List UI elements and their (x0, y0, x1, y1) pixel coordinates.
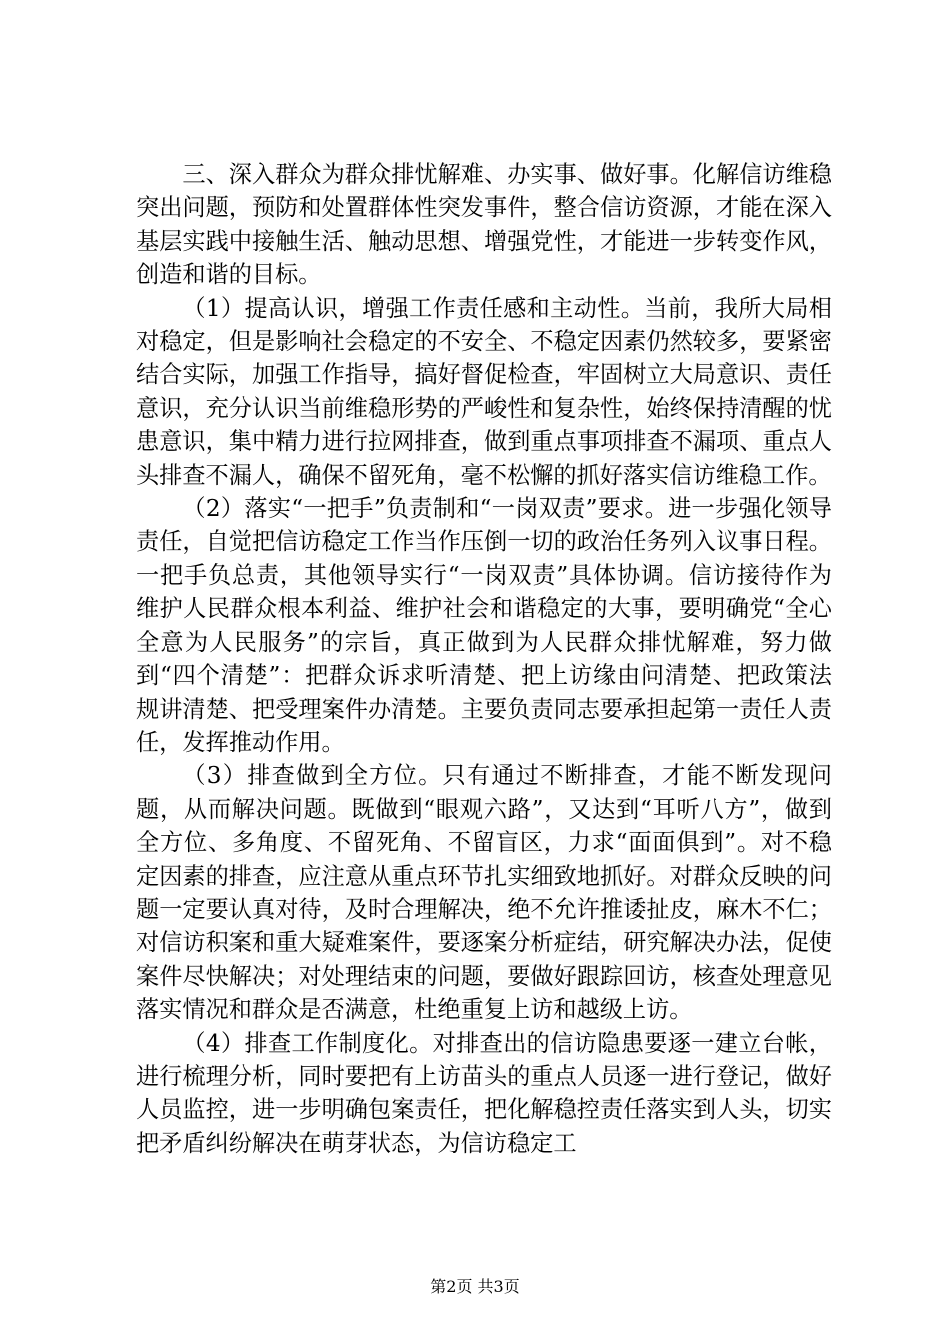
paragraph-section-three: 三、深入群众为群众排忧解难、办实事、做好事。化解信访维稳突出问题，预防和处置群体性突发事件，整合信访资源，才能在深入基层实践中接触生活、触动思想、增强党性，才能进一步转变作风，创造和谐的目标。 (136, 161, 832, 289)
paragraph-item-3: （3）排查做到全方位。只有通过不断排查，才能不断发现问题，从而解决问题。既做到“眼观六路”，又达到“耳听八方”，做到全方位、多角度、不留死角、不留盲区，力求“面面俱到”。对不稳定因素的排查，应注意从重点环节扎实细致地抓好。对群众反映的问题一定要认真对待，及时合理解决，绝不允许推诿扯皮，麻木不仁；对信访积案和重大疑难案件，要逐案分析症结，研究解决办法，促使案件尽快解决；对处理结束的问题，要做好跟踪回访，核查处理意见落实情况和群众是否满意，杜绝重复上访和越级上访。 (136, 762, 832, 1024)
paragraph-item-2: （2）落实“一把手”负责制和“一岗双责”要求。进一步强化领导责任，自觉把信访稳定工作当作压倒一切的政治任务列入议事日程。一把手负总责，其他领导实行“一岗双责”具体协调。信访接待作为维护人民群众根本利益、维护社会和谐稳定的大事，要明确党“全心全意为人民服务”的宗旨，真正做到为人民群众排忧解难，努力做到“四个清楚”：把群众诉求听清楚、把上访缘由问清楚、把政策法规讲清楚、把受理案件办清楚。主要负责同志要承担起第一责任人责任，发挥推动作用。 (136, 495, 832, 756)
paragraph-item-1: （1）提高认识，增强工作责任感和主动性。当前，我所大局相对稳定，但是影响社会稳定的不安全、不稳定因素仍然较多，要紧密结合实际，加强工作指导，搞好督促检查，牢固树立大局意识、责任意识，充分认识当前维稳形势的严峻性和复杂性，始终保持清醒的忧患意识，集中精力进行拉网排查，做到重点事项排查不漏项、重点人头排查不漏人，确保不留死角，毫不松懈的抓好落实信访维稳工作。 (136, 294, 832, 489)
paragraph-item-4: （4）排查工作制度化。对排查出的信访隐患要逐一建立台帐，进行梳理分析，同时要把有上访苗头的重点人员逐一进行登记，做好人员监控，进一步明确包案责任，把化解稳控责任落实到人头，切实把矛盾纠纷解决在萌芽状态，为信访稳定工 (136, 1029, 832, 1157)
document-body (136, 158, 832, 1160)
page-number-footer: 第2页 共3页 (430, 1277, 520, 1296)
